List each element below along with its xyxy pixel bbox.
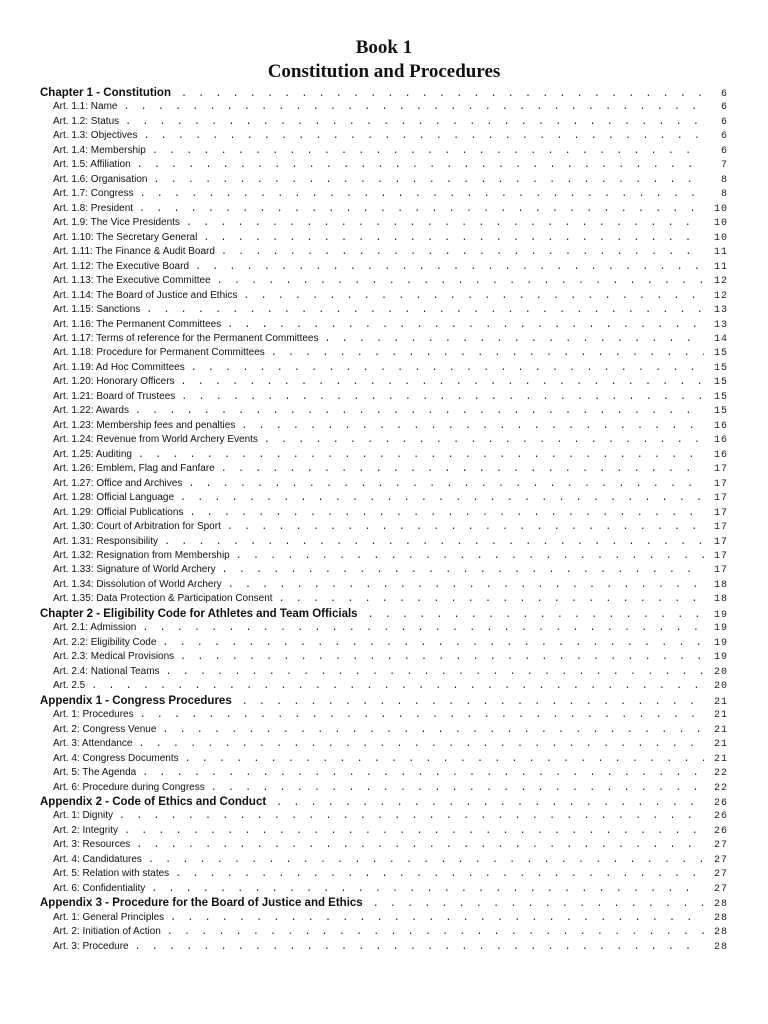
toc-article-row[interactable] xyxy=(40,593,728,607)
toc-page-number: 16 xyxy=(713,449,728,461)
toc-article-row[interactable] xyxy=(40,926,728,940)
toc-entry-label: Art. 1.17: Terms of reference for the Permanent Committees xyxy=(53,332,319,344)
toc-entry-label: Art. 1.22: Awards xyxy=(53,405,129,417)
toc-page-number: 19 xyxy=(713,623,728,635)
toc-page-number: 19 xyxy=(713,637,728,649)
toc-chapter-row[interactable] xyxy=(40,897,728,911)
toc-article-row[interactable] xyxy=(40,333,728,347)
toc-page-number: 15 xyxy=(713,391,728,403)
toc-page-number: 18 xyxy=(713,594,728,606)
toc-page-number: 20 xyxy=(713,681,728,693)
dot-leader xyxy=(123,102,704,113)
dot-leader xyxy=(142,623,704,634)
dot-leader xyxy=(164,537,704,548)
toc-entry-label: Art. 1.33: Signature of World Archery xyxy=(53,564,216,576)
toc-article-row[interactable] xyxy=(40,261,728,275)
toc-page-number: 28 xyxy=(713,899,728,911)
toc-entry-label: Art. 2.1: Admission xyxy=(53,622,137,634)
toc-page-number: 28 xyxy=(713,927,728,939)
toc-entry-label: Appendix 3 - Procedure for the Board of Justice and Ethics xyxy=(40,897,363,910)
toc-entry-label: Art. 2: Integrity xyxy=(53,824,119,836)
toc-article-row[interactable] xyxy=(40,217,728,231)
toc-article-row[interactable] xyxy=(40,753,728,767)
toc-page-number: 6 xyxy=(720,102,728,114)
toc-article-row[interactable] xyxy=(40,463,728,477)
toc-page-number: 14 xyxy=(713,333,728,345)
dot-leader xyxy=(162,638,704,649)
toc-entry-label: Art. 1.31: Responsibility xyxy=(53,535,159,547)
toc-article-row[interactable] xyxy=(40,810,728,824)
toc-entry-label: Art. 1.28: Official Language xyxy=(53,492,175,504)
dot-leader xyxy=(324,334,704,345)
toc-page-number: 17 xyxy=(713,551,728,562)
toc-article-row[interactable] xyxy=(40,825,728,839)
toc-page-number: 20 xyxy=(713,666,728,678)
toc-entry-label: Art. 6: Confidentiality xyxy=(53,882,146,894)
dot-leader xyxy=(279,594,704,605)
dot-leader xyxy=(138,450,704,461)
toc-article-row[interactable] xyxy=(40,362,728,376)
toc-entry-label: Art. 3: Attendance xyxy=(53,738,133,750)
toc-entry-label: Art. 1.27: Office and Archives xyxy=(53,477,183,489)
book-subtitle: Constitution and Procedures xyxy=(267,61,501,82)
toc-page-number: 12 xyxy=(713,276,728,288)
toc-article-row[interactable] xyxy=(40,188,728,202)
dot-leader xyxy=(188,479,704,490)
toc-article-row[interactable] xyxy=(40,912,728,926)
dot-leader xyxy=(195,262,704,273)
toc-page-number: 7 xyxy=(720,160,728,172)
toc-entry-label: Art. 1.1: Name xyxy=(53,101,118,113)
toc-page-number: 26 xyxy=(713,797,728,809)
toc-entry-label: Art. 1: Dignity xyxy=(53,810,114,822)
toc-entry-label: Art. 1.4: Membership xyxy=(53,144,146,156)
toc-entry-label: Art. 2.4: National Teams xyxy=(53,665,160,677)
toc-article-row[interactable] xyxy=(40,434,728,448)
dot-leader xyxy=(221,247,704,258)
toc-page-number: 18 xyxy=(713,579,728,591)
toc-article-row[interactable] xyxy=(40,839,728,853)
toc-entry-label: Art. 1.12: The Executive Board xyxy=(53,260,190,272)
toc-article-row[interactable] xyxy=(40,101,728,115)
toc-article-row[interactable] xyxy=(40,275,728,289)
dot-leader xyxy=(135,942,704,953)
toc-article-row[interactable] xyxy=(40,883,728,897)
toc-article-row[interactable] xyxy=(40,478,728,492)
dot-leader xyxy=(137,160,704,171)
toc-article-row[interactable] xyxy=(40,376,728,390)
toc-page-number: 13 xyxy=(713,319,728,331)
toc-article-row[interactable] xyxy=(40,637,728,651)
dot-leader xyxy=(227,320,704,331)
toc-article-row[interactable] xyxy=(40,405,728,419)
table-of-contents xyxy=(40,87,728,955)
dot-leader xyxy=(135,406,704,417)
dot-leader xyxy=(203,233,704,244)
dot-leader xyxy=(271,348,704,359)
toc-entry-label: Art. 2: Initiation of Action xyxy=(53,926,161,938)
document-page xyxy=(40,36,728,955)
toc-page-number: 10 xyxy=(713,203,728,215)
toc-article-row[interactable] xyxy=(40,709,728,723)
toc-page-number: 26 xyxy=(713,825,728,837)
toc-entry-label: Art. 5: Relation with states xyxy=(53,868,170,880)
toc-entry-label: Art. 6: Procedure during Congress xyxy=(53,781,205,793)
toc-entry-label: Art. 2.3: Medical Provisions xyxy=(53,651,175,663)
toc-page-number: 21 xyxy=(713,696,728,708)
toc-entry-label: Art. 3: Procedure xyxy=(53,940,129,952)
toc-page-number: 6 xyxy=(720,145,728,157)
dot-leader xyxy=(162,725,704,736)
toc-page-number: 27 xyxy=(713,883,728,895)
dot-leader xyxy=(189,508,704,519)
dot-leader xyxy=(139,739,705,750)
toc-article-row[interactable] xyxy=(40,232,728,246)
toc-page-number: 17 xyxy=(713,493,728,505)
toc-article-row[interactable] xyxy=(40,724,728,738)
toc-article-row[interactable] xyxy=(40,174,728,188)
toc-entry-label: Art. 1.24: Revenue from World Archery Events xyxy=(53,434,258,446)
toc-page-number: 10 xyxy=(713,232,728,244)
toc-entry-label: Art. 1.5: Affiliation xyxy=(53,159,131,171)
toc-article-row[interactable] xyxy=(40,116,728,130)
dot-leader xyxy=(154,175,705,186)
toc-page-number: 16 xyxy=(713,435,728,447)
toc-article-row[interactable] xyxy=(40,854,728,868)
toc-article-row[interactable] xyxy=(40,680,728,694)
toc-entry-label: Art. 1.11: The Finance & Audit Board xyxy=(53,246,215,258)
toc-entry-label: Art. 5: The Agenda xyxy=(53,767,137,779)
dot-leader xyxy=(139,204,704,215)
toc-entry-label: Art. 1.10: The Secretary General xyxy=(53,231,198,243)
toc-page-number: 15 xyxy=(713,348,728,360)
toc-entry-label: Art. 1.32: Resignation from Membership xyxy=(53,550,230,561)
dot-leader xyxy=(185,754,704,765)
toc-page-number: 22 xyxy=(713,768,728,780)
toc-page-number: 17 xyxy=(713,565,728,577)
toc-entry-label: Art. 1: General Principles xyxy=(53,911,165,923)
toc-page-number: 17 xyxy=(713,464,728,476)
toc-page-number: 15 xyxy=(713,406,728,418)
dot-leader xyxy=(140,189,704,200)
toc-page-number: 6 xyxy=(720,116,728,128)
dot-leader xyxy=(151,884,704,895)
toc-page-number: 17 xyxy=(713,522,728,534)
toc-entry-label: Art. 1.7: Congress xyxy=(53,188,134,200)
toc-entry-label: Art. 2: Congress Venue xyxy=(53,723,157,735)
toc-article-row[interactable] xyxy=(40,666,728,680)
toc-entry-label: Art. 1.34: Dissolution of World Archery xyxy=(53,578,222,590)
dot-leader xyxy=(125,117,704,128)
dot-leader xyxy=(222,565,704,576)
dot-leader xyxy=(236,551,704,562)
dot-leader xyxy=(91,681,704,692)
toc-page-number: 21 xyxy=(713,739,728,751)
toc-page-number: 19 xyxy=(713,609,728,621)
dot-leader xyxy=(264,435,704,446)
toc-page-number: 28 xyxy=(713,941,728,953)
toc-page-number: 17 xyxy=(713,478,728,490)
toc-entry-label: Art. 1.35: Data Protection & Participation Consent xyxy=(53,593,273,605)
dot-leader xyxy=(119,811,704,822)
toc-entry-label: Art. 1.15: Sanctions xyxy=(53,304,141,316)
dot-leader xyxy=(186,218,704,229)
toc-article-row[interactable] xyxy=(40,941,728,955)
toc-entry-label: Art. 4: Congress Documents xyxy=(53,752,179,764)
toc-entry-label: Art. 1.3: Objectives xyxy=(53,130,138,142)
dot-leader xyxy=(143,131,704,142)
toc-article-row[interactable] xyxy=(40,420,728,434)
toc-page-number: 26 xyxy=(713,811,728,823)
dot-leader xyxy=(221,464,704,475)
toc-page-number: 21 xyxy=(713,710,728,722)
toc-chapter-row[interactable] xyxy=(40,608,728,622)
dot-leader xyxy=(167,927,704,938)
toc-article-row[interactable] xyxy=(40,492,728,506)
dot-leader xyxy=(373,899,704,910)
toc-entry-label: Art. 2.2: Eligibility Code xyxy=(53,636,157,648)
dot-leader xyxy=(140,710,704,721)
dot-leader xyxy=(166,667,704,678)
toc-entry-label: Art. 1.23: Membership fees and penalties xyxy=(53,419,236,431)
toc-entry-label: Art. 1.20: Honorary Officers xyxy=(53,376,175,388)
toc-page-number: 13 xyxy=(713,305,728,317)
dot-leader xyxy=(227,522,704,533)
dot-leader xyxy=(241,421,704,432)
toc-article-row[interactable] xyxy=(40,651,728,665)
book-title: Book 1 xyxy=(355,37,413,58)
toc-chapter-row[interactable] xyxy=(40,87,728,101)
toc-article-row[interactable] xyxy=(40,767,728,781)
toc-page-number: 12 xyxy=(713,290,728,302)
toc-article-row[interactable] xyxy=(40,550,728,564)
toc-page-number: 15 xyxy=(713,362,728,374)
toc-article-row[interactable] xyxy=(40,159,728,173)
toc-article-row[interactable] xyxy=(40,319,728,333)
dot-leader xyxy=(124,826,704,837)
dot-leader xyxy=(368,610,704,621)
toc-article-row[interactable] xyxy=(40,536,728,550)
toc-page-number: 6 xyxy=(720,89,728,100)
dot-leader xyxy=(228,580,704,591)
toc-article-row[interactable] xyxy=(40,304,728,318)
toc-page-number: 21 xyxy=(713,753,728,765)
toc-entry-label: Art. 1.14: The Board of Justice and Ethics xyxy=(53,289,238,301)
toc-entry-label: Art. 4: Candidatures xyxy=(53,853,142,865)
dot-leader xyxy=(148,855,704,866)
dot-leader xyxy=(152,146,704,157)
dot-leader xyxy=(243,291,704,302)
toc-entry-label: Art. 1.16: The Permanent Committees xyxy=(53,318,222,330)
toc-article-row[interactable] xyxy=(40,290,728,304)
toc-page-number: 19 xyxy=(713,652,728,664)
dot-leader xyxy=(180,493,704,504)
toc-entry-label: Art. 1.2: Status xyxy=(53,115,120,127)
toc-entry-label: Art. 1.26: Emblem, Flag and Fanfare xyxy=(53,463,215,475)
dot-leader xyxy=(175,869,704,880)
dot-leader xyxy=(146,305,704,316)
dot-leader xyxy=(217,276,704,287)
toc-page-number: 8 xyxy=(720,174,728,186)
dot-leader xyxy=(170,913,704,924)
toc-page-number: 11 xyxy=(713,261,728,273)
dot-leader xyxy=(181,89,704,100)
toc-article-row[interactable] xyxy=(40,130,728,144)
toc-page-number: 22 xyxy=(713,782,728,794)
toc-page-number: 16 xyxy=(713,420,728,432)
toc-entry-label: Art. 1.9: The Vice Presidents xyxy=(53,217,180,229)
toc-entry-label: Art. 1.19: Ad Hoc Committees xyxy=(53,361,185,373)
toc-page-number: 28 xyxy=(713,912,728,924)
toc-article-row[interactable] xyxy=(40,564,728,578)
dot-leader xyxy=(181,377,704,388)
toc-article-row[interactable] xyxy=(40,521,728,535)
toc-entry-label: Art. 1.8: President xyxy=(53,202,134,214)
toc-article-row[interactable] xyxy=(40,738,728,752)
toc-entry-label: Appendix 1 - Congress Procedures xyxy=(40,694,232,707)
toc-chapter-row[interactable] xyxy=(40,695,728,709)
toc-page-number: 15 xyxy=(713,377,728,389)
toc-page-number: 8 xyxy=(720,189,728,201)
dot-leader xyxy=(136,840,704,851)
toc-article-row[interactable] xyxy=(40,347,728,361)
toc-article-row[interactable] xyxy=(40,391,728,405)
toc-article-row[interactable] xyxy=(40,507,728,521)
toc-page-number: 27 xyxy=(713,854,728,866)
toc-entry-label: Art. 1.29: Official Publications xyxy=(53,506,184,518)
toc-entry-label: Art. 1: Procedures xyxy=(53,709,134,721)
dot-leader xyxy=(142,768,704,779)
toc-page-number: 27 xyxy=(713,869,728,881)
toc-article-row[interactable] xyxy=(40,246,728,260)
toc-entry-label: Art. 1.30: Court of Arbitration for Sport xyxy=(53,521,221,533)
toc-entry-label: Art. 3: Resources xyxy=(53,839,131,851)
dot-leader xyxy=(181,392,704,403)
toc-entry-label: Art. 1.13: The Executive Committee xyxy=(53,275,211,287)
toc-entry-label: Chapter 2 - Eligibility Code for Athletes and Team Officials xyxy=(40,607,358,620)
toc-entry-label: Art. 1.6: Organisation xyxy=(53,173,148,185)
toc-page-number: 17 xyxy=(713,507,728,519)
toc-page-number: 21 xyxy=(713,724,728,736)
toc-entry-label: Art. 1.21: Board of Trustees xyxy=(53,390,176,402)
toc-entry-label: Art. 1.25: Auditing xyxy=(53,448,132,460)
toc-page-number: 17 xyxy=(713,536,728,548)
toc-entry-label: Chapter 1 - Constitution xyxy=(40,87,171,99)
toc-entry-label: Art. 2.5 xyxy=(53,680,86,692)
toc-article-row[interactable] xyxy=(40,449,728,463)
dot-leader xyxy=(191,363,704,374)
toc-chapter-row[interactable] xyxy=(40,796,728,810)
toc-article-row[interactable] xyxy=(40,622,728,636)
toc-article-row[interactable] xyxy=(40,579,728,593)
toc-article-row[interactable] xyxy=(40,145,728,159)
toc-page-number: 6 xyxy=(720,131,728,143)
toc-page-number: 27 xyxy=(713,840,728,852)
dot-leader xyxy=(180,652,704,663)
toc-page-number: 10 xyxy=(713,218,728,230)
dot-leader xyxy=(211,783,704,794)
toc-entry-label: Art. 1.18: Procedure for Permanent Committees xyxy=(53,347,265,359)
toc-entry-label: Appendix 2 - Code of Ethics and Conduct xyxy=(40,795,267,808)
dot-leader xyxy=(242,697,704,708)
dot-leader xyxy=(276,798,704,809)
toc-article-row[interactable] xyxy=(40,782,728,796)
toc-article-row[interactable] xyxy=(40,203,728,217)
toc-article-row[interactable] xyxy=(40,868,728,882)
toc-page-number: 11 xyxy=(713,247,728,259)
